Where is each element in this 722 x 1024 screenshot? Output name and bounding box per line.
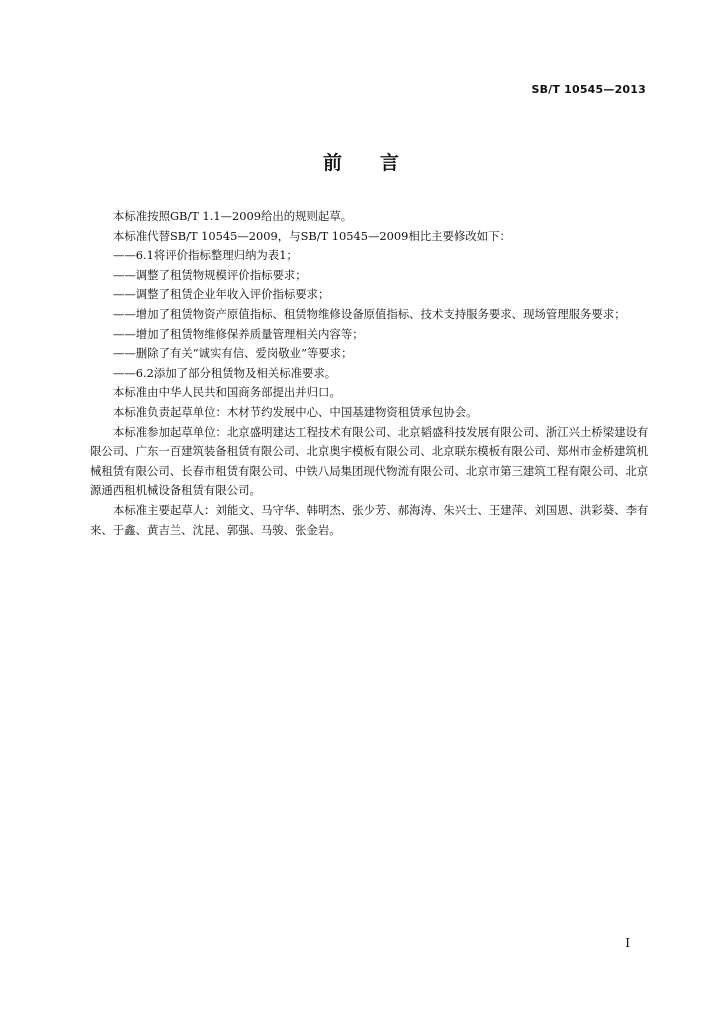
document-body — [90, 207, 650, 540]
change-list-item: ——删除了有关“诚实有信、爱岗敬业”等要求； — [113, 346, 353, 361]
drafting-rules-paragraph: 本标准按照GB/T 1.1—2009给出的规则起草。 — [113, 209, 353, 223]
replacement-paragraph: 本标准代替SB/T 10545—2009，与SB/T 10545—2009相比主要修改如下： — [113, 228, 511, 243]
page-title: 前言 — [322, 152, 437, 174]
change-list-item: ——调整了租赁企业年收入评价指标要求； — [113, 287, 330, 302]
change-list-item: ——调整了租赁物规模评价指标要求； — [113, 267, 307, 282]
proposer-paragraph: 本标准由中华人民共和国商务部提出并归口。 — [113, 385, 341, 400]
standard-code: SB/T 10545—2013 — [531, 83, 646, 96]
page-number: I — [625, 936, 630, 950]
change-list-item: ——6.2添加了部分租赁物及相关标准要求。 — [113, 365, 337, 380]
participating-units-paragraph: 本标准参加起草单位：北京盛明建达工程技术有限公司、北京韬盛科技发展有限公司、浙江兴土桥梁建设有限公司、广东一百建筑装备租赁有限公司、北京奥宇模板有限公司、北京联东模板有限公司、郑州市金桥建筑机械租赁有限公司、长春市租赁有限公司、中铁八局集团现代物流有限公司、北京市第三建筑工程有限公司、北京源通西租机械设备租赁有限公司。 — [90, 424, 649, 498]
change-list-item: ——6.1将评价指标整理归纳为表1； — [113, 248, 298, 263]
lead-drafting-unit-paragraph: 本标准负责起草单位：木材节约发展中心、中国基建物资租赁承包协会。 — [113, 404, 478, 419]
change-list-item: ——增加了租赁物维修保养质量管理相关内容等； — [113, 326, 364, 341]
change-list-item: ——增加了租赁物资产原值指标、租赁物维修设备原值指标、技术支持服务要求、现场管理服务要求； — [113, 306, 626, 321]
drafters-paragraph: 本标准主要起草人：刘能文、马守华、韩明杰、张少芳、郝海涛、朱兴士、王建萍、刘国恩、洪彩葵、李有来、于鑫、黄吉兰、沈昆、郭强、马骏、张金岩。 — [90, 502, 649, 537]
